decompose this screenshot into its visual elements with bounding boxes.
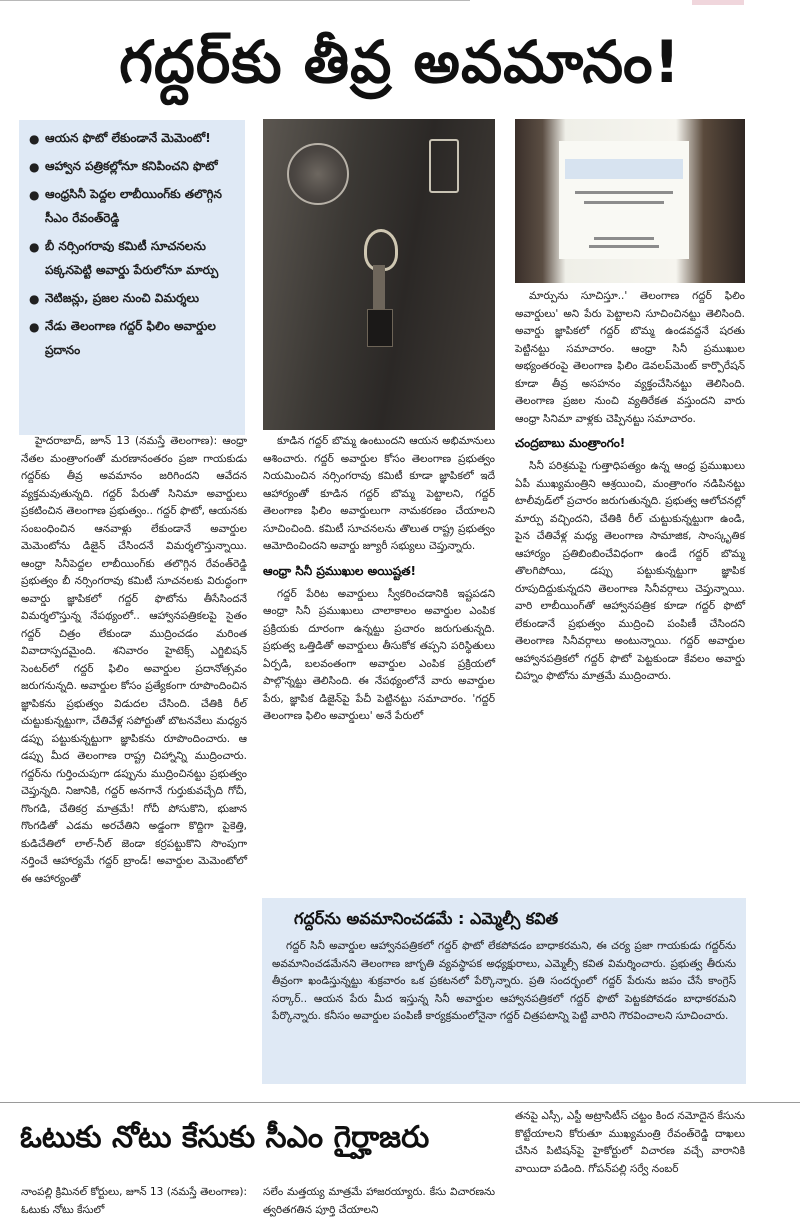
highlight-text: ఆంధ్రసినీ పెద్దల లాబీయింగ్‌కు తలొగ్గిన సీఎం రేవంత్‌రెడ్డి — [45, 187, 222, 225]
state-emblem-icon — [287, 143, 349, 205]
second-article-column-2 — [263, 1184, 495, 1229]
second-headline: ఓటుకు నోటు కేసుకు సీఎం గైర్హాజరు — [20, 1120, 430, 1155]
bullet-icon: ● — [29, 160, 40, 174]
invitation-card — [559, 141, 689, 259]
body-paragraph: కూడిన గద్దర్ బొమ్మ ఉంటుందని ఆయన అభిమానులు ఆశించారు. గద్దర్ అవార్డుల కోసం తెలంగాణ ప్రభుత్వం నియమించిన నర్సింగరావు కమిటీ కూడా జ్ఞాపికలో ఇదే ఆహార్యంతో కూడిన గద్దర్ బొమ్మ పెట్టాలని, గద్దర్ తెలంగాణ ఫిలిం అవార్డులుగా నామకరణం చేయాలని సూచించింది. కమిటీ సూచనలను తొలుత రాష్ట్ర ప్రభుత్వం ఆమోదించిందని అవార్డు జ్యూరీ సభ్యులు చెప్తున్నారు. — [263, 435, 495, 552]
section-divider — [0, 1102, 800, 1103]
invitation-photo — [515, 119, 745, 283]
corner-tag — [692, 0, 744, 5]
telangana-rising-logo-icon — [429, 139, 459, 193]
bullet-icon: ● — [29, 320, 40, 334]
bullet-icon: ● — [29, 188, 40, 202]
highlight-text: నేడు తెలంగాణ గద్దర్ ఫిలిం అవార్డుల ప్రదానం — [45, 319, 216, 357]
highlights-list — [29, 126, 237, 362]
article-column-1 — [21, 433, 247, 885]
body-paragraph: తనపై ఎస్సీ, ఎస్టీ అట్రాసిటీస్ చట్టం కింద నమోదైన కేసును కొట్టేయాలని కోరుతూ ముఖ్యమంత్రి రేవంత్‌రెడ్డి దాఖలు చేసిన పిటిషన్‌పై హైకోర్టులో విచారణ వచ్చే వారానికి వాయిదా పడింది. గోపన్‌పల్లి సర్వే నంబర్ — [515, 1110, 745, 1175]
sidebar-story-title: గద్దర్‌ను అవమానించడమే : ఎమ్మెల్సీ కవిత — [294, 909, 559, 928]
invitation-text-line — [575, 191, 673, 194]
bullet-icon: ● — [29, 240, 40, 254]
highlight-item — [29, 286, 237, 310]
trophy-base — [367, 309, 393, 347]
subheading: ఆంధ్రా సినీ ప్రముఖుల అయిష్టత! — [263, 563, 417, 578]
invitation-text-line — [589, 245, 659, 248]
highlights-box — [19, 120, 245, 435]
highlight-item — [29, 314, 237, 362]
article-column-3 — [515, 288, 745, 892]
sidebar-story-box — [262, 898, 746, 1084]
invitation-text-line — [594, 237, 654, 240]
main-headline: గద్దర్‌కు తీవ్ర అవమానం! — [119, 28, 681, 96]
highlight-item — [29, 154, 237, 178]
highlight-text: ఆయన ఫొటో లేకుండానే మెమెంటో! — [45, 131, 211, 145]
highlight-item — [29, 126, 237, 150]
article-column-2 — [263, 433, 495, 893]
invitation-header-strip — [565, 159, 683, 179]
second-article-column-1 — [21, 1184, 247, 1229]
bullet-icon: ● — [29, 132, 40, 146]
body-paragraph: హైదరాబాద్, జూన్ 13 (నమస్తే తెలంగాణ): ఆంధ్రా నేతల మంత్రాంగంతో మరణానంతరం ప్రజా గాయకుడు గద్దర్‌కు తీవ్ర అవమానం జరిగిందని ఆవేదన వ్యక్తమవుతున్నది. గద్దర్ పేరుతో సినిమా అవార్డులు ప్రకటించిన తెలంగాణ ప్రభుత్వం.. గద్దర్ ఫొటో, ఆయనకు సంబంధించిన ఆనవాళ్లు లేకుండానే అవార్డుల మెమెంటోను డిజైన్ చేసిందనే విమర్శలొస్తున్నాయి. ఆంధ్రా సినీపెద్దల లాబీయింగ్‌కు తలొగ్గిన రేవంత్‌రెడ్డి ప్రభుత్వం బీ నర్సింగరావు కమిటీ సూచనలకు విరుద్ధంగా అవార్డు జ్ఞాపికలో గద్దర్ ఫొటోను తీసేసిందనే విమర్శలొస్తున్న నేపథ్యంలో.. ఆహ్వానపత్రికలపై సైతం గద్దర్ చిత్రం లేకుండా ముద్రించడం మరింత వివాదాస్పదమైంది. శనివారం హైటెక్స్ ఎగ్జిబిషన్ సెంటర్‌లో గద్దర్ ఫిలిం అవార్డుల ప్రదానోత్సవం జరుగనున్నది. అవార్డుల కోసం ప్రత్యేకంగా రూపొందించిన జ్ఞాపికను ప్రభుత్వం విడుదల చేసింది. చేతికి రీల్ చుట్టుకున్నట్టుగా, చేతివేళ్ల సపోర్టుతో బొటనవేలు మధ్యన డప్పు పట్టుకున్నట్టుగా జ్ఞాపికను రూపొందించారు. ఆ డప్పు మీద తెలంగాణ రాష్ట్ర చిహ్నాన్ని ముద్రించారు. గద్దర్‌ను గుర్తించుపుగా డప్పును ముద్రించినట్టు ప్రభుత్వం చెప్తున్నది. నిజానికి, గద్దర్ అనగానే గుర్తుకువచ్చేది గోచీ, గొంగడి, చేతికర్ర మాత్రమే! గోచీ పోసుకొని, భుజాన గొంగడితో ఎడమ అరచేతిని అడ్డంగా కొద్దిగా పైకెత్తి, కుడిచేతిలో లాల్-నీల్ జెండా కర్రపట్టుకొని సొంపుగా నర్తించే ఆహార్యమే గద్దర్ బ్రాండ్! అవార్డుల మెమెంటోలో ఈ ఆహార్యంతో — [21, 435, 247, 885]
bullet-icon: ● — [29, 292, 40, 306]
sidebar-story-body: గద్దర్ సినీ అవార్డుల ఆహ్వానపత్రికలో గద్దర్ ఫొటో లేకపోవడం బాధాకరమని, ఈ చర్య ప్రజా గాయకుడు గద్దర్‌ను అవమానించడమేనని తెలంగాణ జాగృతి వ్యవస్థాపక అధ్యక్షురాలు, ఎమ్మెల్సీ కవిత విమర్శించారు. ప్రభుత్వ తీరును తీవ్రంగా ఖండిస్తున్నట్టు శుక్రవారం ఒక ప్రకటనలో పేర్కొన్నారు. ప్రతి సందర్భంలో గద్దర్ పేరును జపం చేసే కాంగ్రెస్ సర్కార్.. ఆయన పేరు మీద ఇస్తున్న సినీ అవార్డుల ఆహ్వానపత్రికలో గద్దర్ ఫొటో పెట్టకపోవడం బాధాకరమని పేర్కొన్నారు. కనీసం అవార్డుల పంపిణీ కార్యక్రమంలోనైనా గద్దర్ చిత్రపటాన్ని పెట్టి వారిని గౌరవించాలని సూచించారు. — [272, 940, 736, 1022]
highlight-text: ఆహ్వాన పత్రికల్లోనూ కనిపించని ఫొటో — [45, 159, 218, 173]
body-paragraph: నాంపల్లి క్రిమినల్ కోర్టులు, జూన్ 13 (నమస్తే తెలంగాణ): ఓటుకు నోటు కేసులో — [21, 1186, 247, 1216]
memento-photo — [263, 119, 495, 430]
top-rule — [0, 0, 470, 5]
body-paragraph: సినీ పరిశ్రమపై గుత్తాధిపత్యం ఉన్న ఆంధ్ర ప్రముఖులు ఏపీ ముఖ్యమంత్రిని ఆశ్రయించి, మంత్రాంగం నడిపినట్టు టాలీవుడ్‌లో ప్రచారం జరుగుతున్నది. ప్రభుత్వ ఆలోచనల్లో మార్పు వచ్చిందని, చేతికి రీల్ చుట్టుకున్నట్టుగా ఉండి, పైన చేతివేళ్ల మధ్య తెలంగాణ సామాజిక, సాంస్కృతిక ఆహార్యం ప్రతిబింబించేవిధంగా ఉండే గద్దర్ బొమ్మ తొలగిపోయి, డప్పు పట్టుకున్నట్టుగా జ్ఞాపిక రూపుదిద్దుకున్నదని తెలంగాణ సినీవర్గాలు చెప్తున్నాయి. వారి లాబీయింగ్‌తో ఆహ్వానపత్రిక కూడా గద్దర్ ఫొటో లేకుండానే ప్రభుత్వం ముద్రించి పంపిణీ చేసిందని తెలంగాణ సినీవర్గాలు అంటున్నాయి. గద్దర్ అవార్డుల ఆహ్వానపత్రికలో గద్దర్ ఫొటో పెట్టకుండా కేవలం అవార్డు చిహ్నం ఫొటోను మాత్రమే ముద్రించారు. — [515, 460, 745, 682]
trophy-stem — [373, 265, 385, 309]
highlight-text: బీ నర్సింగరావు కమిటీ సూచనలను పక్కనపెట్టి అవార్డు పేరులోనూ మార్పు — [45, 239, 219, 277]
highlight-text: నెటిజన్లు, ప్రజల నుంచి విమర్శలు — [45, 291, 200, 305]
second-article-column-3 — [515, 1108, 745, 1229]
highlight-item — [29, 182, 237, 230]
body-paragraph: మార్పును సూచిస్తూ..' తెలంగాణ గద్దర్ ఫిలిం అవార్డులు' అని పేరు పెట్టాలని సూచించినట్టు తెలిసింది. అవార్డు జ్ఞాపికలో గద్దర్ బొమ్మ ఉండవద్దనే షరతు పెట్టినట్టు సమాచారం. ఆంధ్రా సినీ ప్రముఖుల అభ్యంతరంపై తెలంగాణ ఫిలిం డెవలప్‌మెంట్ కార్పొరేషన్ కూడా తీవ్ర అసహనం వ్యక్తంచేసినట్టు తెలిసింది. తెలంగాణ ప్రజల నుంచి వ్యతిరేకత వస్తుందని వారు ఆంధ్రా సినిమా వాళ్లకు చెప్పినట్టు సమాచారం. — [515, 290, 745, 425]
highlight-item — [29, 234, 237, 282]
body-paragraph: గద్దర్ పేరిట అవార్డులు స్వీకరించడానికి ఇష్టపడని ఆంధ్రా సినీ ప్రముఖులు చాలాకాలం అవార్డుల ఎంపిక ప్రక్రియకు దూరంగా ఉన్నట్టు ప్రచారం జరుగుతున్నది. ప్రభుత్వ ఒత్తిడితో అవార్డులు తీసుకోక తప్పని పరిస్థితులు ఏర్పడి, బలవంతంగా అవార్డుల ఎంపిక ప్రక్రియలో పాల్గొన్నట్టు తెలిసింది. ఈ నేపథ్యంలోనే వారు అవార్డుల పేరు, జ్ఞాపిక డిజైన్‌పై పేచీ పెట్టినట్టు సమాచారం. 'గద్దర్ తెలంగాణ ఫిలిం అవార్డులు' అనే పేరులో — [263, 587, 495, 722]
body-paragraph: సలేం మత్తయ్య మాత్రమే హాజరయ్యారు. కేసు విచారణను త్వరితగతిన పూర్తి చేయాలని — [263, 1186, 495, 1216]
subheading: చంద్రబాబు మంత్రాంగం! — [515, 436, 626, 450]
invitation-text-line — [584, 201, 664, 204]
